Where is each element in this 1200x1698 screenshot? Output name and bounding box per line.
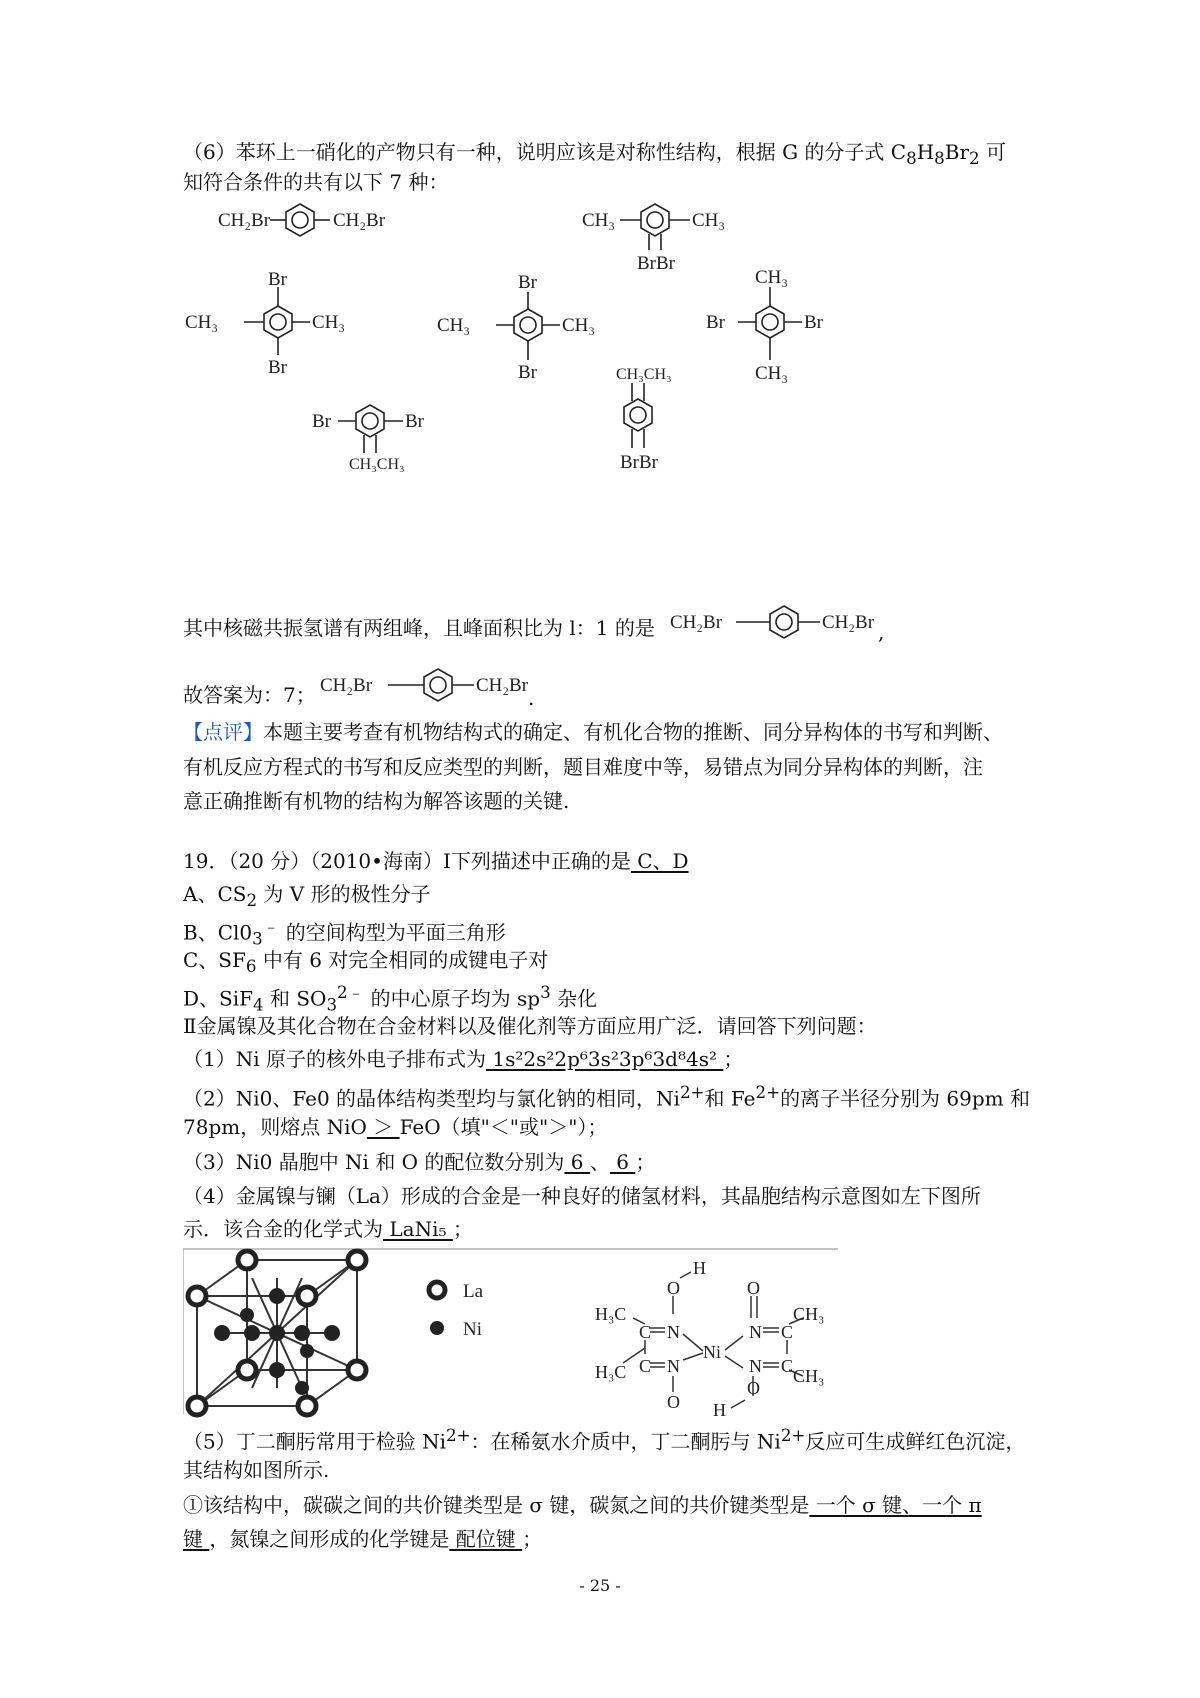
subscript: 3	[252, 929, 263, 949]
text: 和 Fe	[704, 1086, 756, 1111]
text: 的空间构型为平面三角形	[279, 920, 506, 945]
superscript: 2﹣	[337, 983, 365, 1002]
atom-label: O	[747, 1378, 760, 1398]
atom-label: H₃C	[595, 1362, 627, 1382]
structure-label: CH₂Br	[333, 210, 386, 231]
atom-label: N	[749, 1322, 762, 1342]
atom-label: O	[667, 1278, 680, 1298]
structure-label: Br	[312, 411, 331, 432]
subscript: 6	[245, 957, 257, 976]
answer: C、D	[630, 849, 689, 873]
atom-label: O	[747, 1278, 760, 1298]
subscript: 2	[246, 891, 258, 910]
text: ；	[635, 1150, 656, 1174]
sub-question-2-cont	[183, 1112, 607, 1142]
structure-label: CH₂Br	[670, 612, 723, 633]
isomer-structures-figure	[0, 195, 1200, 525]
structure-label: CH₃CH₃	[349, 456, 405, 473]
structure-label: CH₃	[755, 267, 789, 288]
text: 有机反应方程式的书写和反应类型的判断，题目难度中等，易错点为同分异构体的判断，注	[183, 755, 983, 779]
structure-label: CH₃	[692, 210, 726, 231]
sub-question-4-cont	[183, 1214, 473, 1244]
superscript: 2+	[755, 1083, 781, 1102]
text: （4）金属镍与镧（La）形成的合金是一种良好的储氢材料，其晶胞结构示意图如左下图所	[183, 1184, 981, 1208]
structure-label: CH₂Br	[218, 210, 271, 231]
atom-label: N	[667, 1322, 680, 1342]
nmr-molecule	[670, 600, 880, 640]
subscript: 8	[906, 149, 917, 168]
text: 本题主要考查有机物结构式的确定、有机化合物的推断、同分异构体的书写和判断、	[263, 720, 1003, 744]
text: 故答案为：7；	[183, 683, 316, 707]
subscript: 3	[326, 995, 338, 1015]
sub-question-4	[183, 1181, 981, 1211]
structure-label: CH₃	[582, 210, 616, 231]
crystal-and-complex-figure	[183, 1248, 843, 1418]
atom-label: H	[693, 1258, 706, 1278]
structure-label: CH₃	[437, 315, 471, 336]
atom-label: CH₃	[793, 1366, 825, 1386]
sub-question-5	[183, 1421, 1025, 1457]
atom-label: N	[749, 1356, 762, 1376]
answer: 键	[183, 1527, 210, 1551]
answer: ＞	[366, 1115, 400, 1139]
text: 为 V 形的极性分子	[257, 882, 431, 906]
text: C、SF	[183, 948, 246, 972]
answer: 6	[564, 1150, 590, 1174]
text: B、Cl0	[183, 920, 253, 945]
atom-label: C	[639, 1356, 652, 1376]
structure-label: Br	[706, 312, 725, 333]
text: 示．该合金的化学式为	[183, 1217, 383, 1241]
sub-question-5-1-cont	[183, 1524, 542, 1554]
option-a	[183, 879, 431, 916]
structure-label: BrBr	[637, 253, 675, 274]
structure-label: CH₃	[312, 312, 346, 333]
structure-label: CH₃	[755, 363, 789, 384]
sub-question-1	[183, 1044, 743, 1074]
structure-label: Br	[268, 269, 287, 290]
subscript: 8	[934, 149, 945, 168]
structure-label: CH₂Br	[822, 612, 875, 633]
text: 杂化	[550, 986, 598, 1011]
punctuation: ,	[878, 620, 885, 644]
text: Ⅱ金属镍及其化合物在合金材料以及催化剂等方面应用广泛．请回答下列问题：	[183, 1014, 877, 1038]
text: 的中心原子均为 sp	[364, 986, 541, 1011]
sub-question-5-cont	[183, 1455, 329, 1485]
comment-line	[183, 717, 1003, 747]
text: （6）苯环上一硝化的产物只有一种，说明应该是对称性结构，根据 G 的分子式	[183, 140, 891, 164]
text: 78pm，则熔点 NiO	[183, 1115, 367, 1139]
answer: 一个 σ 键、一个 π	[809, 1493, 982, 1517]
text: ；	[522, 1527, 543, 1551]
structure-label: BrBr	[620, 452, 658, 473]
question-heading	[183, 846, 689, 876]
page-number: - 25 -	[579, 1576, 621, 1595]
superscript: 2+	[445, 1426, 471, 1445]
answer: 1s²2s²2p⁶3s²3p⁶3d⁸4s²	[485, 1047, 724, 1071]
atom-label: H	[713, 1400, 726, 1418]
text: （2）Ni0、Fe0 的晶体结构类型均与氯化钠的相同，Ni	[183, 1086, 680, 1111]
structure-label: Br	[405, 411, 424, 432]
text: 反应可生成鲜红色沉淀，	[805, 1429, 1026, 1454]
text: FeO（填"＜"或"＞"）；	[399, 1115, 608, 1139]
subscript: 4	[253, 995, 264, 1015]
text: （3）Ni0 晶胞中 Ni 和 O 的配位数分别为	[183, 1150, 565, 1174]
paragraph-line	[183, 1011, 877, 1041]
superscript: 2+	[780, 1426, 806, 1445]
text: 意正确推断有机物的结构为解答该题的关键.	[183, 789, 570, 813]
structure-label: Br	[804, 312, 823, 333]
text: A、CS	[183, 882, 247, 906]
text: 的离子半径分别为 69pm 和	[780, 1086, 1030, 1111]
formula: Br	[944, 140, 970, 164]
structure-label: Br	[518, 272, 537, 293]
answer: 6	[609, 1150, 636, 1174]
structure-label: CH₃	[185, 312, 219, 333]
la-legend-icon	[429, 1282, 445, 1298]
ni-legend-icon	[430, 1321, 444, 1335]
sub-question-5-1	[183, 1490, 982, 1520]
paragraph-line	[183, 613, 655, 643]
superscript: ﹣	[262, 917, 280, 936]
option-c	[183, 945, 548, 982]
text: 知符合条件的共有以下 7 种：	[183, 170, 449, 194]
text: 其结构如图所示.	[183, 1458, 330, 1482]
formula: H	[916, 140, 935, 164]
text: ；	[723, 1047, 744, 1071]
legend-ni-label: Ni	[463, 1319, 482, 1340]
answer: LaNi₅	[383, 1217, 453, 1241]
text: （1）Ni 原子的核外电子排布式为	[183, 1047, 486, 1071]
text: 中有 6 对完全相同的成键电子对	[256, 948, 549, 972]
structure-label: Br	[268, 357, 287, 378]
paragraph-line	[183, 167, 448, 197]
structure-label: CH₃CH₃	[616, 366, 672, 383]
atom-label: O	[667, 1392, 680, 1412]
comment-tag: 【点评】	[183, 720, 263, 744]
comment-line	[183, 752, 983, 782]
text: 、	[589, 1150, 610, 1174]
atom-label: Ni	[703, 1342, 721, 1362]
text: ：在稀氨水介质中，丁二酮肟与 Ni	[470, 1429, 781, 1454]
answer-molecule	[320, 663, 535, 703]
text: 19．（20 分）（2010•海南）Ⅰ下列描述中正确的是	[183, 849, 631, 873]
comment-line	[183, 786, 569, 816]
text: ，氮镍之间形成的化学键是	[209, 1527, 450, 1551]
atom-label: H₃C	[595, 1304, 627, 1324]
structure-label: CH₂Br	[320, 675, 373, 696]
punctuation: .	[528, 686, 535, 710]
text: D、SiF	[183, 986, 254, 1011]
atom-label: C	[781, 1322, 794, 1342]
subscript: 2	[969, 149, 980, 168]
sub-question-3	[183, 1147, 655, 1177]
atom-label: N	[667, 1356, 680, 1376]
superscript: 2+	[679, 1083, 705, 1102]
text: ①该结构中，碳碳之间的共价键类型是 σ 键，碳氮之间的共价键类型是	[183, 1493, 810, 1517]
superscript: 3	[540, 983, 551, 1002]
atom-label: C	[639, 1322, 652, 1342]
text: 其中核磁共振氢谱有两组峰，且峰面积比为 l：1 的是	[183, 616, 655, 640]
atom-label: CH₃	[793, 1304, 825, 1324]
structure-label: CH₃	[562, 315, 596, 336]
text: ；	[452, 1217, 473, 1241]
atom-label: C	[781, 1356, 794, 1376]
answer: 配位键	[449, 1527, 523, 1551]
structure-label: Br	[518, 362, 537, 383]
text: 可	[979, 140, 1006, 164]
text: 和 SO	[263, 986, 327, 1011]
structure-label: CH₂Br	[476, 675, 529, 696]
formula: C	[890, 140, 907, 164]
text: （5）丁二酮肟常用于检验 Ni	[183, 1429, 446, 1454]
answer-line	[183, 680, 316, 710]
legend-la-label: La	[463, 1281, 484, 1302]
sub-question-2	[183, 1078, 1030, 1114]
